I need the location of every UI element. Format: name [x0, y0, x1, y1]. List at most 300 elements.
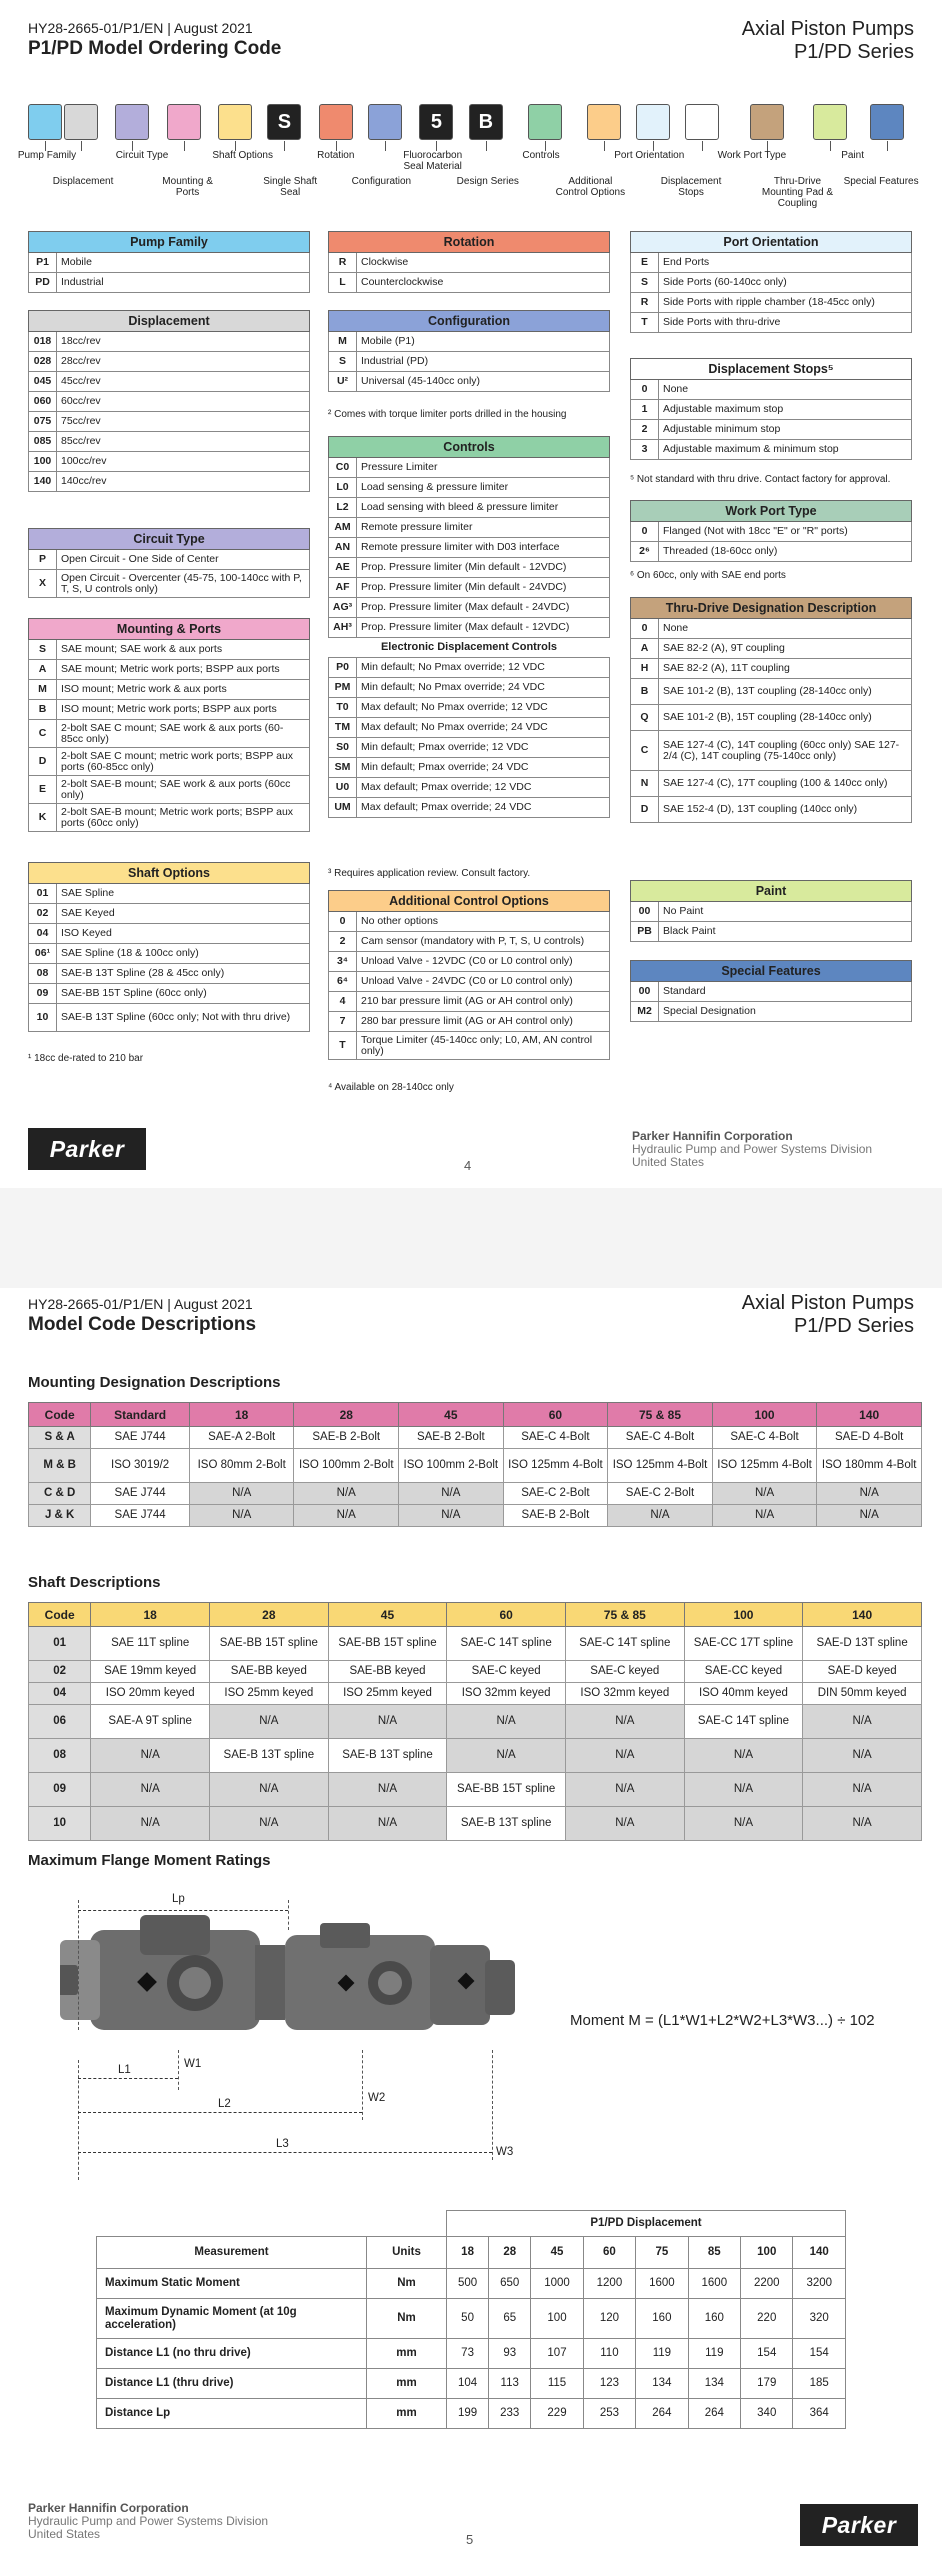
table-cell: SAE-B 13T spline	[328, 1739, 447, 1773]
option-row	[29, 273, 310, 293]
table-cell: 500	[447, 2269, 489, 2299]
table-cell: N/A	[712, 1483, 817, 1505]
option-description: 18cc/rev	[57, 332, 310, 352]
option-description: SAE mount; Metric work ports; BSPP aux ports	[57, 660, 310, 680]
table-cell: J & K	[29, 1505, 91, 1527]
pump-family-table	[28, 231, 310, 293]
table-cell: 154	[741, 2339, 793, 2369]
table-cell: ISO 32mm keyed	[565, 1683, 684, 1705]
table-cell: 08	[29, 1739, 91, 1773]
code-box-9	[419, 104, 453, 140]
pump-illustration	[60, 1905, 540, 2055]
table-row	[29, 1683, 922, 1705]
shaft-options-title: Shaft Options	[29, 863, 310, 884]
option-description: Max default; No Pmax override; 12 VDC	[357, 698, 610, 718]
table-cell: 233	[489, 2399, 531, 2429]
option-description: Counterclockwise	[357, 273, 610, 293]
option-description: Min default; Pmax override; 12 VDC	[357, 738, 610, 758]
option-description: Industrial	[57, 273, 310, 293]
controls-footnote: ³ Requires application review. Consult factory.	[328, 868, 531, 879]
page-title: P1/PD Model Ordering Code	[28, 38, 282, 59]
option-code: 100	[29, 452, 57, 472]
table-cell: N/A	[91, 1773, 210, 1807]
controls-subheading: Electronic Displacement Controls	[329, 638, 610, 658]
mounting-header-5: 45	[399, 1403, 504, 1427]
table-cell: 50	[447, 2299, 489, 2339]
table-cell: N/A	[210, 1807, 329, 1841]
mounting-header-9: 140	[817, 1403, 922, 1427]
flange-header-9: 100	[741, 2237, 793, 2269]
l2-label: L2	[218, 2098, 231, 2110]
option-code: X	[29, 570, 57, 598]
table-cell: N/A	[565, 1739, 684, 1773]
table-cell: 220	[741, 2299, 793, 2339]
option-row	[329, 372, 610, 392]
configuration-table	[328, 310, 610, 392]
table-cell: SAE 11T spline	[91, 1627, 210, 1661]
code-label-10: Design Series	[456, 176, 519, 187]
option-code: 4	[329, 992, 357, 1012]
option-description: 60cc/rev	[57, 392, 310, 412]
mounting-designation-table	[28, 1402, 922, 1527]
corporation-info	[28, 2502, 268, 2541]
option-row	[631, 293, 912, 313]
option-row	[329, 952, 610, 972]
shaft-description-table	[28, 1602, 922, 1841]
table-row	[29, 1505, 922, 1527]
division-name: Hydraulic Pump and Power Systems Division	[28, 2514, 269, 2528]
table-row	[29, 1449, 922, 1483]
table-cell: SAE-C 14T spline	[447, 1627, 566, 1661]
option-row	[631, 273, 912, 293]
table-cell: ISO 40mm keyed	[684, 1683, 803, 1705]
table-cell: 134	[636, 2369, 688, 2399]
table-cell: ISO 125mm 4-Bolt	[712, 1449, 817, 1483]
option-code: 00	[631, 982, 659, 1002]
table-cell: SAE-CC keyed	[684, 1661, 803, 1683]
table-cell: ISO 100mm 2-Bolt	[399, 1449, 504, 1483]
mounting-ports-title: Mounting & Ports	[29, 619, 310, 640]
option-description: Special Designation	[659, 1002, 912, 1022]
option-row	[29, 720, 310, 748]
table-cell: 1600	[636, 2269, 688, 2299]
flange-header-7: 75	[636, 2237, 688, 2269]
series-name: P1/PD Series	[793, 41, 914, 63]
option-code: M2	[631, 1002, 659, 1022]
option-row	[29, 352, 310, 372]
table-cell: N/A	[328, 1773, 447, 1807]
table-cell: N/A	[684, 1807, 803, 1841]
table-cell: 229	[531, 2399, 583, 2429]
table-cell: 179	[741, 2369, 793, 2399]
lp-label: Lp	[172, 1893, 185, 1905]
w3-label: W3	[496, 2146, 514, 2158]
option-row	[329, 498, 610, 518]
option-row	[631, 522, 912, 542]
option-row	[329, 778, 610, 798]
option-row	[631, 420, 912, 440]
table-cell: N/A	[803, 1807, 922, 1841]
table-cell: SAE-C 14T spline	[565, 1627, 684, 1661]
option-row	[329, 518, 610, 538]
option-row	[29, 904, 310, 924]
option-description: Adjustable maximum & minimum stop	[659, 440, 912, 460]
table-cell: SAE-C 2-Bolt	[608, 1483, 713, 1505]
page-header-left	[28, 1296, 256, 1336]
shaft-header-3: 28	[210, 1603, 329, 1627]
table-cell: ISO 20mm keyed	[91, 1683, 210, 1705]
option-description: Prop. Pressure limiter (Max default - 12VDC)	[357, 618, 610, 638]
option-code: AN	[329, 538, 357, 558]
table-cell: 119	[688, 2339, 740, 2369]
w1-extension	[178, 2050, 179, 2090]
option-code: A	[631, 639, 659, 659]
option-code: 3	[631, 440, 659, 460]
option-code: AG³	[329, 598, 357, 618]
option-code: T	[631, 313, 659, 333]
option-row	[329, 352, 610, 372]
option-description: Side Ports with ripple chamber (18-45cc only)	[659, 293, 912, 313]
mounting-header-1: Code	[29, 1403, 91, 1427]
option-row	[29, 680, 310, 700]
option-code: UM	[329, 798, 357, 818]
option-row	[29, 253, 310, 273]
w2-extension	[362, 2050, 363, 2120]
option-row	[329, 273, 610, 293]
page-title: Model Code Descriptions	[28, 1314, 257, 1335]
table-cell: 113	[489, 2369, 531, 2399]
rotation-table	[328, 231, 610, 293]
option-code: L	[329, 273, 357, 293]
option-row	[631, 679, 912, 705]
table-cell: 123	[583, 2369, 635, 2399]
table-cell: SAE-BB 15T spline	[210, 1627, 329, 1661]
option-description: 2-bolt SAE C mount; metric work ports; BSPP aux ports (60-85cc only)	[57, 748, 310, 776]
table-cell: ISO 80mm 2-Bolt	[189, 1449, 294, 1483]
option-description: SAE 101-2 (B), 13T coupling (28-140cc only)	[659, 679, 912, 705]
option-code: 09	[29, 984, 57, 1004]
paint-title: Paint	[631, 881, 912, 902]
flange-header-10: 140	[793, 2237, 846, 2269]
work-port-title: Work Port Type	[631, 501, 912, 522]
option-row	[329, 253, 610, 273]
option-row	[329, 558, 610, 578]
option-description: Open Circuit - One Side of Center	[57, 550, 310, 570]
page-header-right	[742, 18, 914, 64]
table-cell: 650	[489, 2269, 531, 2299]
option-row	[29, 924, 310, 944]
option-description: SAE 127-4 (C), 17T coupling (100 & 140cc only)	[659, 771, 912, 797]
option-description: Torque Limiter (45-140cc only; L0, AM, AN control only)	[357, 1032, 610, 1060]
flange-header-8: 85	[688, 2237, 740, 2269]
option-row	[631, 639, 912, 659]
option-description: 75cc/rev	[57, 412, 310, 432]
option-code: L0	[329, 478, 357, 498]
option-code: 10	[29, 1004, 57, 1032]
option-description: Flanged (Not with 18cc "E" or "R" ports)	[659, 522, 912, 542]
table-cell: Distance L1 (no thru drive)	[97, 2339, 367, 2369]
thru-drive-title: Thru-Drive Designation Description	[631, 598, 912, 619]
flange-header-5: 45	[531, 2237, 583, 2269]
table-cell: 10	[29, 1807, 91, 1841]
circuit-type-table	[28, 528, 310, 598]
table-cell: 264	[636, 2399, 688, 2429]
option-row	[29, 550, 310, 570]
table-cell: N/A	[684, 1773, 803, 1807]
table-cell: 04	[29, 1683, 91, 1705]
option-description: Black Paint	[659, 922, 912, 942]
code-box-13	[636, 104, 670, 140]
code-label-6: Single Shaft Seal	[263, 176, 318, 198]
table-cell: Maximum Dynamic Moment (at 10g acceleration)	[97, 2299, 367, 2339]
w1-label: W1	[184, 2058, 202, 2070]
option-row	[29, 432, 310, 452]
option-code: B	[631, 679, 659, 705]
option-code: M	[329, 332, 357, 352]
code-box-4	[167, 104, 201, 140]
table-cell: 364	[793, 2399, 846, 2429]
table-cell: 120	[583, 2299, 635, 2339]
shaft-header-4: 45	[328, 1603, 447, 1627]
option-row	[631, 619, 912, 639]
option-row	[631, 705, 912, 731]
country-name: United States	[632, 1155, 705, 1169]
flange-header-6: 60	[583, 2237, 635, 2269]
option-code: R	[329, 253, 357, 273]
option-code: TM	[329, 718, 357, 738]
option-code: C	[631, 731, 659, 771]
table-cell: SAE-A 9T spline	[91, 1705, 210, 1739]
option-code: C0	[329, 458, 357, 478]
table-row	[97, 2339, 846, 2369]
option-code: Q	[631, 705, 659, 731]
flange-header-1: Measurement	[97, 2237, 367, 2269]
displacement-stops-footnote: ⁵ Not standard with thru drive. Contact factory for approval.	[630, 474, 891, 485]
option-description: Max default; No Pmax override; 24 VDC	[357, 718, 610, 738]
table-cell: 185	[793, 2369, 846, 2399]
code-box-letter: S	[277, 111, 292, 133]
option-row	[631, 380, 912, 400]
option-row	[29, 570, 310, 598]
table-cell: 119	[636, 2339, 688, 2369]
option-code: P	[29, 550, 57, 570]
option-code: 018	[29, 332, 57, 352]
option-row	[29, 748, 310, 776]
option-row	[29, 964, 310, 984]
option-description: Industrial (PD)	[357, 352, 610, 372]
lp-left-extension	[78, 1900, 79, 2030]
option-code: 2⁶	[631, 542, 659, 562]
option-code: PD	[29, 273, 57, 293]
table-cell: mm	[367, 2369, 447, 2399]
code-box-11	[528, 104, 562, 140]
code-box-15	[750, 104, 784, 140]
option-description: ISO mount; Metric work ports; BSPP aux ports	[57, 700, 310, 720]
table-cell: 1200	[583, 2269, 635, 2299]
code-label-3: Circuit Type	[115, 150, 169, 161]
page-gap	[0, 1188, 942, 1288]
table-cell: 253	[583, 2399, 635, 2429]
table-cell: N/A	[565, 1705, 684, 1739]
table-cell: Maximum Static Moment	[97, 2269, 367, 2299]
l1-dimension-line	[78, 2078, 178, 2079]
table-row	[29, 1427, 922, 1449]
option-code: C	[29, 720, 57, 748]
option-code: D	[631, 797, 659, 823]
shaft-header-6: 75 & 85	[565, 1603, 684, 1627]
flange-table-blank	[97, 2211, 447, 2237]
table-cell: SAE 19mm keyed	[91, 1661, 210, 1683]
page-number: 4	[464, 1158, 472, 1173]
table-cell: N/A	[803, 1739, 922, 1773]
table-cell: ISO 100mm 2-Bolt	[294, 1449, 399, 1483]
option-description: SAE 82-2 (A), 11T coupling	[659, 659, 912, 679]
option-row	[329, 758, 610, 778]
option-code: T	[329, 1032, 357, 1060]
option-code: H	[631, 659, 659, 679]
table-cell: N/A	[189, 1483, 294, 1505]
table-cell: N/A	[684, 1739, 803, 1773]
code-label-13: Port Orientation	[614, 150, 685, 161]
configuration-title: Configuration	[329, 311, 610, 332]
table-row	[97, 2269, 846, 2299]
option-row	[29, 640, 310, 660]
option-code: L2	[329, 498, 357, 518]
page-header-right	[742, 1292, 914, 1338]
option-row	[631, 731, 912, 771]
table-cell: ISO 125mm 4-Bolt	[608, 1449, 713, 1483]
option-code: 060	[29, 392, 57, 412]
displacement-stops-table	[630, 358, 912, 460]
option-code: S	[329, 352, 357, 372]
option-row	[329, 738, 610, 758]
option-code: R	[631, 293, 659, 313]
table-cell: SAE J744	[91, 1505, 190, 1527]
model-code-strip	[17, 104, 919, 224]
table-cell: 01	[29, 1627, 91, 1661]
shaft-section-title: Shaft Descriptions	[28, 1574, 161, 1591]
doc-number: HY28-2665-01/P1/EN | August 2021	[28, 1296, 253, 1312]
displacement-table	[28, 310, 310, 492]
table-cell: 340	[741, 2399, 793, 2429]
table-cell: 104	[447, 2369, 489, 2399]
table-cell: SAE-D 4-Bolt	[817, 1427, 922, 1449]
option-description: Remote pressure limiter	[357, 518, 610, 538]
table-row	[29, 1483, 922, 1505]
option-code: 0	[631, 619, 659, 639]
corp-name: Parker Hannifin Corporation	[28, 2501, 189, 2515]
l2-dimension-line	[78, 2112, 362, 2113]
option-description: Remote pressure limiter with D03 interface	[357, 538, 610, 558]
doc-number: HY28-2665-01/P1/EN | August 2021	[28, 20, 253, 36]
option-code: 085	[29, 432, 57, 452]
page-number: 5	[466, 2532, 474, 2547]
table-cell: 1600	[688, 2269, 740, 2299]
division-name: Hydraulic Pump and Power Systems Division	[632, 1142, 873, 1156]
table-row	[29, 1705, 922, 1739]
table-cell: SAE-C 2-Bolt	[503, 1483, 608, 1505]
option-code: M	[29, 680, 57, 700]
table-cell: 93	[489, 2339, 531, 2369]
option-code: 7	[329, 1012, 357, 1032]
code-box-letter: 5	[430, 111, 442, 133]
table-cell: SAE-B 13T spline	[210, 1739, 329, 1773]
option-row	[631, 922, 912, 942]
mounting-header-7: 75 & 85	[608, 1403, 713, 1427]
l1-label: L1	[118, 2064, 131, 2076]
table-cell: N/A	[294, 1483, 399, 1505]
table-cell: 09	[29, 1773, 91, 1807]
lp-right-extension	[288, 1900, 289, 1930]
table-cell: SAE-C 14T spline	[684, 1705, 803, 1739]
port-orientation-table	[630, 231, 912, 333]
flange-header-4: 28	[489, 2237, 531, 2269]
option-code: K	[29, 804, 57, 832]
code-label-11: Controls	[522, 150, 560, 161]
table-cell: N/A	[328, 1807, 447, 1841]
option-code: N	[631, 771, 659, 797]
work-port-footnote: ⁶ On 60cc, only with SAE end ports	[630, 570, 786, 581]
table-cell: SAE-A 2-Bolt	[189, 1427, 294, 1449]
table-cell: N/A	[803, 1705, 922, 1739]
table-cell: SAE-BB keyed	[328, 1661, 447, 1683]
option-description: Min default; Pmax override; 24 VDC	[357, 758, 610, 778]
code-label-16: Thru-Drive Mounting Pad & Coupling	[761, 176, 834, 209]
option-row	[329, 718, 610, 738]
option-description: SAE Spline (18 & 100cc only)	[57, 944, 310, 964]
option-description: 2-bolt SAE C mount; SAE work & aux ports (60-85cc only)	[57, 720, 310, 748]
option-code: 075	[29, 412, 57, 432]
option-code: D	[29, 748, 57, 776]
code-box-7	[319, 104, 353, 140]
code-label-7: Rotation	[317, 150, 355, 161]
table-cell: C & D	[29, 1483, 91, 1505]
table-cell: ISO 25mm keyed	[210, 1683, 329, 1705]
option-description: 2-bolt SAE-B mount; Metric work ports; BSPP aux ports (60cc only)	[57, 804, 310, 832]
table-cell: N/A	[447, 1705, 566, 1739]
option-description: Load sensing with bleed & pressure limiter	[357, 498, 610, 518]
shaft-header-2: 18	[91, 1603, 210, 1627]
option-row	[329, 598, 610, 618]
option-description: Prop. Pressure limiter (Max default - 24VDC)	[357, 598, 610, 618]
table-cell: 115	[531, 2369, 583, 2399]
option-code: S0	[329, 738, 357, 758]
option-row	[631, 797, 912, 823]
option-row	[29, 452, 310, 472]
table-cell: N/A	[210, 1705, 329, 1739]
table-cell: 65	[489, 2299, 531, 2339]
option-description: None	[659, 619, 912, 639]
table-cell: 110	[583, 2339, 635, 2369]
option-description: 140cc/rev	[57, 472, 310, 492]
controls-table	[328, 436, 610, 818]
option-row	[29, 392, 310, 412]
option-row	[29, 984, 310, 1004]
table-row	[29, 1661, 922, 1683]
option-description: Max default; Pmax override; 24 VDC	[357, 798, 610, 818]
option-code: AM	[329, 518, 357, 538]
table-row	[97, 2299, 846, 2339]
option-description: 210 bar pressure limit (AG or AH control only)	[357, 992, 610, 1012]
option-description: Mobile (P1)	[357, 332, 610, 352]
table-row	[29, 1773, 922, 1807]
option-code: PB	[631, 922, 659, 942]
displacement-stops-title: Displacement Stops⁵	[631, 359, 912, 380]
option-description: SAE-B 13T Spline (60cc only; Not with thru drive)	[57, 1004, 310, 1032]
option-row	[329, 458, 610, 478]
table-cell: SAE J744	[91, 1483, 190, 1505]
option-code: A	[29, 660, 57, 680]
